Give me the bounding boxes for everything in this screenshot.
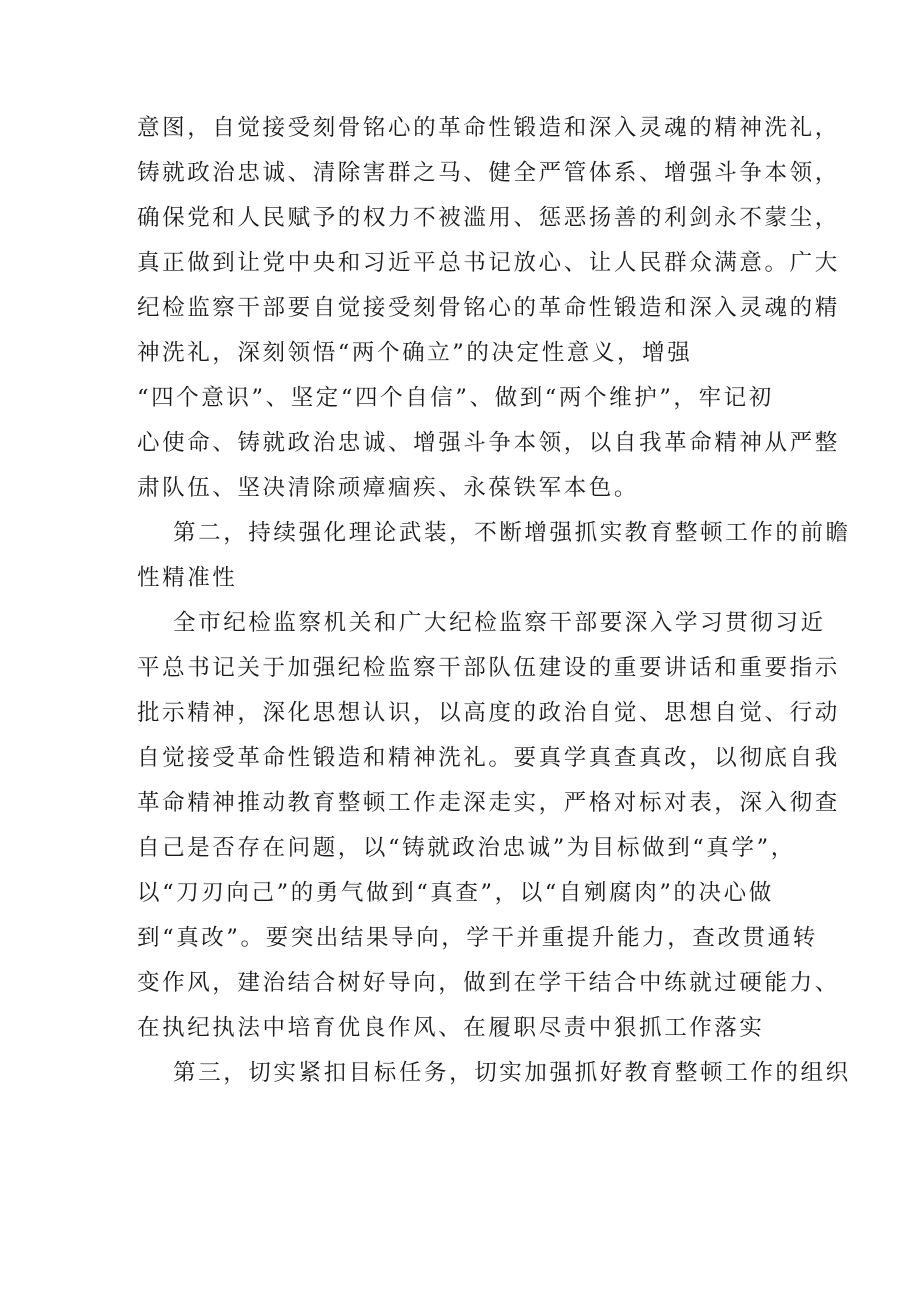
- paragraph-3: [137, 601, 840, 1051]
- text-line: 变作风，建治结合树好导向，做到在学干结合中练就过硬能力、: [137, 970, 840, 996]
- text-line: 纪检监察干部要自觉接受刻骨铭心的革命性锻造和深入灵魂的精: [137, 295, 840, 321]
- text-line: 批示精神，深化思想认识，以高度的政治自觉、思想自觉、行动: [137, 700, 840, 726]
- text-line: 到“真改”。要突出结果导向，学干并重提升能力，查改贯通转: [137, 925, 818, 951]
- text-line: 以“刀刃向己”的勇气做到“真查”，以“自剜腐肉”的决心做: [137, 880, 774, 906]
- text-line: 意图，自觉接受刻骨铭心的革命性锻造和深入灵魂的精神洗礼，: [137, 115, 840, 141]
- text-line: 平总书记关于加强纪检监察干部队伍建设的重要讲话和重要指示: [137, 655, 840, 681]
- text-line: 肃队伍、坚决清除顽瘴痼疾、永葆铁军本色。: [137, 475, 640, 501]
- text-line: 在执纪执法中培育优良作风、在履职尽责中狠抓工作落实: [137, 1015, 765, 1041]
- section-heading-second: [137, 511, 851, 601]
- text-line: 性精准性: [137, 565, 238, 591]
- section-heading-third: [137, 1051, 851, 1096]
- text-line: 自觉接受革命性锻造和精神洗礼。要真学真查真改，以彻底自我: [137, 745, 840, 771]
- text-line: 自己是否存在问题，以“铸就政治忠诚”为目标做到“真学”，: [137, 835, 796, 861]
- text-line: 第三，切实紧扣目标任务，切实加强抓好教育整顿工作的组织: [173, 1060, 851, 1086]
- text-line: 第二，持续强化理论武装，不断增强抓实教育整顿工作的前瞻: [173, 520, 851, 546]
- text-line: 神洗礼，深刻领悟“两个确立”的决定性意义，增强: [137, 340, 693, 366]
- text-line: 真正做到让党中央和习近平总书记放心、让人民群众满意。广大: [137, 250, 840, 276]
- text-line: 革命精神推动教育整顿工作走深走实，严格对标对表，深入彻查: [137, 790, 840, 816]
- paragraph-1: [137, 106, 840, 511]
- document-body: [137, 106, 851, 1096]
- text-line: 心使命、铸就政治忠诚、增强斗争本领，以自我革命精神从严整: [137, 430, 840, 456]
- text-line: 全市纪检监察机关和广大纪检监察干部要深入学习贯彻习近: [173, 610, 826, 636]
- text-line: 确保党和人民赋予的权力不被滥用、惩恶扬善的利剑永不蒙尘，: [137, 205, 840, 231]
- text-line: 铸就政治忠诚、清除害群之马、健全严管体系、增强斗争本领，: [137, 160, 840, 186]
- text-line: “四个意识”、坚定“四个自信”、做到“两个维护”，牢记初: [137, 385, 774, 411]
